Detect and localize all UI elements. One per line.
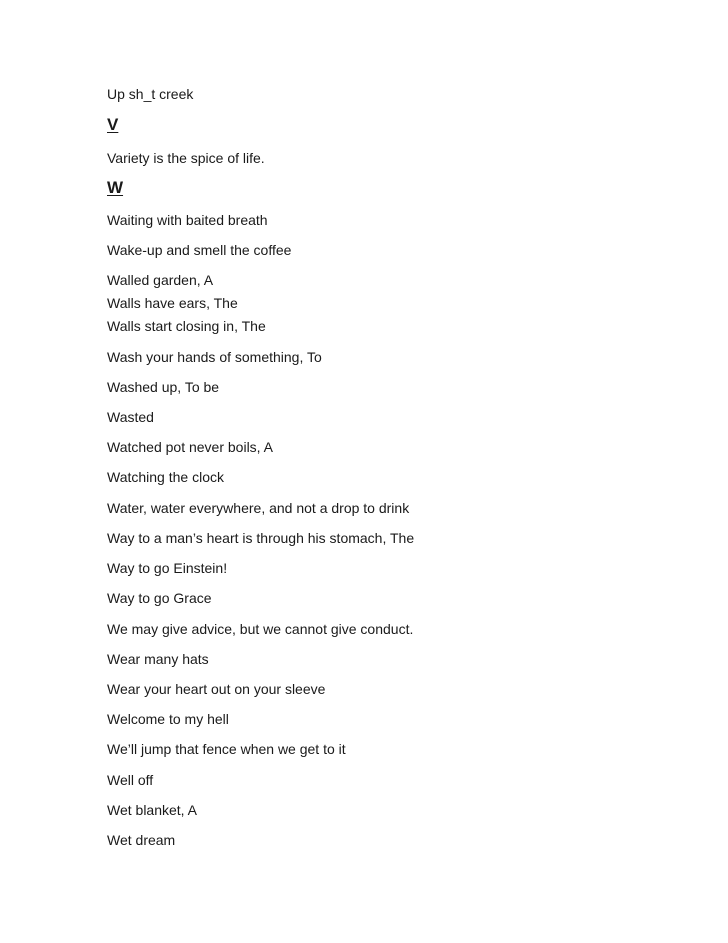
entry-well-off: Well off (107, 772, 154, 788)
entry-wake-up: Wake-up and smell the coffee (107, 242, 292, 258)
entry-walls-closing: Walls start closing in, The (107, 318, 266, 334)
entry-watching-clock: Watching the clock (107, 469, 224, 485)
entry-watched-pot: Watched pot never boils, A (107, 439, 274, 455)
entry-walls-have-ears: Walls have ears, The (107, 295, 238, 311)
section-heading-v: V (107, 115, 119, 134)
section-heading-w: W (107, 178, 124, 197)
entry-welcome-hell: Welcome to my hell (107, 711, 229, 727)
entry-variety: Variety is the spice of life. (107, 150, 265, 166)
entry-way-einstein: Way to go Einstein! (107, 560, 228, 576)
entry-advice: We may give advice, but we cannot give conduct. (107, 621, 414, 637)
entry-walled-garden: Walled garden, A (107, 272, 214, 288)
entry-up-creek: Up sh_t creek (107, 86, 194, 102)
entry-wash-hands: Wash your hands of something, To (107, 349, 322, 365)
entry-many-hats: Wear many hats (107, 651, 209, 667)
entry-heart-sleeve: Wear your heart out on your sleeve (107, 681, 326, 697)
entry-washed-up: Washed up, To be (107, 379, 220, 395)
entry-way-grace: Way to go Grace (107, 590, 212, 606)
entry-wet-blanket: Wet blanket, A (107, 802, 198, 818)
entry-jump-fence: We’ll jump that fence when we get to it (107, 741, 346, 757)
entry-way-to-heart: Way to a man’s heart is through his stomach, The (107, 530, 415, 546)
entry-waiting: Waiting with baited breath (107, 212, 268, 228)
entry-water-water: Water, water everywhere, and not a drop to drink (107, 500, 410, 516)
entry-wasted: Wasted (107, 409, 154, 425)
entry-wet-dream: Wet dream (107, 832, 176, 848)
